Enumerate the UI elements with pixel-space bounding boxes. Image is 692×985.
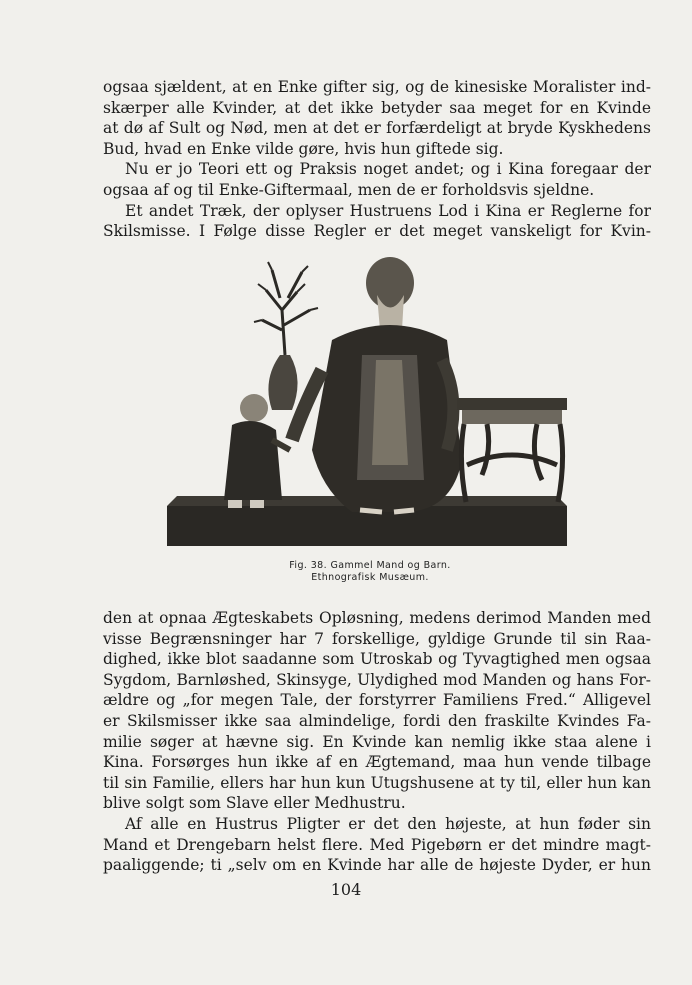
page-number: 104	[330, 880, 362, 899]
text-line: er Skilsmisser ikke saa almindelige, fordi den fraskilte Kvindes Fa-	[103, 711, 651, 730]
text-line: dighed, ikke blot saadanne som Utroskab og Tyvagtighed men ogsaa	[103, 650, 651, 669]
text-line: at dø af Sult og Nød, men at det er forfærdeligt at bryde Kyskhedens	[103, 119, 651, 138]
text-line: Sygdom, Barnløshed, Skinsyge, Ulydighed mod Manden og hans For-	[103, 670, 651, 689]
text-line: den at opnaa Ægteskabets Opløsning, medens derimod Manden med	[103, 609, 651, 627]
text-line: ogsaa af og til Enke-Giftermaal, men de er forholdsvis sjeldne.	[103, 180, 595, 199]
text-line: Kina. Forsørges hun ikke af en Ægtemand, maa hun vende tilbage	[103, 753, 651, 772]
text-line: visse Begrænsninger har 7 forskellige, gyldige Grunde til sin Raa-	[103, 629, 651, 648]
old-man-figure	[292, 257, 462, 512]
top-paragraph	[103, 77, 651, 242]
text-line: Bud, hvad en Enke vilde gøre, hvis hun giftede sig.	[103, 139, 504, 158]
figure-caption-title: Fig. 38. Gammel Mand og Barn.	[289, 560, 451, 571]
text-line: Af alle en Hustrus Pligter er det den højeste, at hun føder sin	[125, 814, 651, 833]
text-line: til sin Familie, ellers har hun kun Utugshusene at ty til, eller hun kan	[103, 773, 651, 792]
text-line: skærper alle Kvinder, at det ikke betyder saa meget for en Kvinde	[103, 98, 651, 117]
text-line: ogsaa sjældent, at en Enke gifter sig, og de kinesiske Moralister ind-	[103, 78, 651, 96]
figure-illustration	[162, 250, 574, 550]
text-line: paaliggende; ti „selv om en Kvinde har alle de højeste Dyder, er hun	[103, 856, 651, 875]
child-figure	[224, 394, 290, 508]
text-line: blive solgt som Slave eller Medhustru.	[103, 794, 406, 813]
text-line: ældre og „for megen Tale, der forstyrrer Familiens Fred.“ Alligevel	[103, 691, 651, 710]
text-line: Mand et Drengebarn helst flere. Med Pigebørn er det mindre magt-	[103, 835, 651, 854]
text-line: milie søger at hævne sig. En Kvinde kan nemlig ikke staa alene i	[103, 732, 651, 751]
carved-table	[457, 398, 567, 502]
figure-old-man-and-child	[162, 250, 574, 550]
text-line: Nu er jo Teori ett og Praksis noget andet; og i Kina foregaar der	[125, 160, 651, 179]
bottom-paragraph	[103, 608, 651, 876]
text-line: Skilsmisse. I Følge disse Regler er det meget vanskeligt for Kvin-	[103, 222, 651, 241]
figure-caption-source: Ethnografisk Musæum.	[311, 572, 429, 583]
text-line: Et andet Træk, der oplyser Hustruens Lod i Kina er Reglerne for	[125, 201, 651, 220]
